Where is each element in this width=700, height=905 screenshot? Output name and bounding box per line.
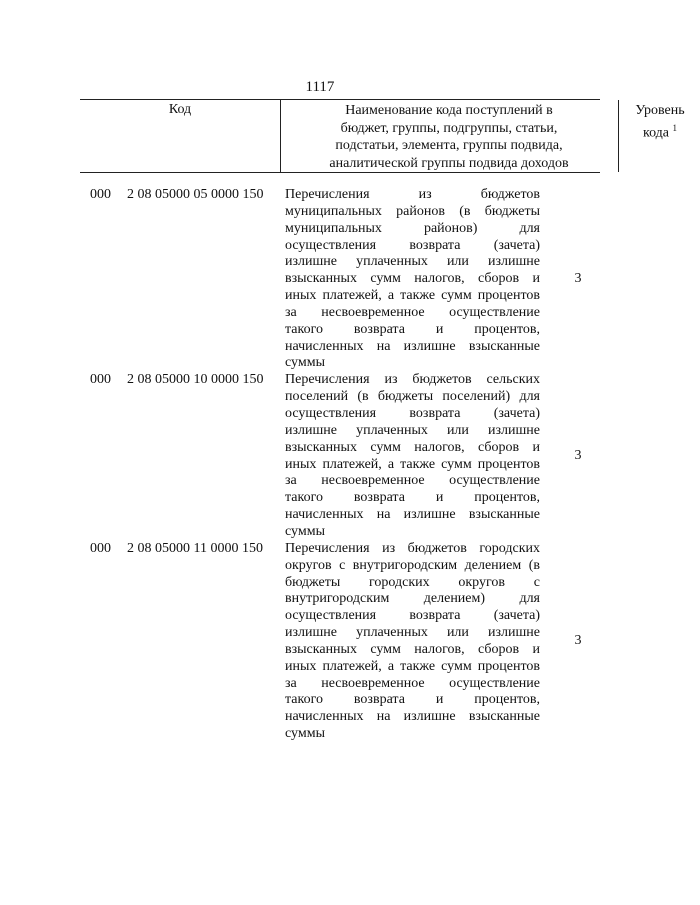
row-description <box>285 372 540 540</box>
description-line: взысканных сумм налогов, сборов и <box>285 439 540 455</box>
description-line: такого возврата и процентов, <box>285 692 540 708</box>
description-line: суммы <box>285 523 325 539</box>
description-line: Перечисления из бюджетов городских <box>285 540 540 556</box>
description-line: поселений (в бюджеты поселений) для <box>285 389 540 405</box>
description-line: Перечисления из бюджетов <box>285 187 540 202</box>
description-line: за несвоевременное осуществление <box>285 675 540 691</box>
description-line: взысканных сумм налогов, сборов и <box>285 641 540 657</box>
description-line: иных платежей, а также сумм процентов <box>285 658 540 674</box>
description-line: за несвоевременное осуществление <box>285 304 540 320</box>
row-level: 3 <box>574 270 582 286</box>
description-line: осуществления возврата (зачета) <box>285 406 540 422</box>
header-level-word: кода <box>642 125 670 141</box>
row-level: 3 <box>574 632 582 648</box>
header-name-line: подстатьи, элемента, группы подвида, <box>335 138 563 153</box>
description-line: суммы <box>285 355 325 371</box>
header-name-line: аналитической группы подвида доходов <box>329 155 569 171</box>
header-level-line: Уровень <box>635 103 685 118</box>
description-line: излишне уплаченных или излишне <box>285 625 540 641</box>
description-line: иных платежей, а также сумм процентов <box>285 456 540 472</box>
description-line: осуществления возврата (зачета) <box>285 608 540 624</box>
header-level-line <box>620 120 700 142</box>
row-prefix: 000 <box>90 372 111 388</box>
description-line: начисленных на излишне взысканные <box>285 709 540 725</box>
footnote-marker: 1 <box>672 122 678 133</box>
description-line: иных платежей, а также сумм процентов <box>285 288 540 304</box>
row-description <box>285 541 540 743</box>
row-description <box>285 187 540 372</box>
description-line: внутригородским делением) для <box>285 591 540 607</box>
description-line: взысканных сумм налогов, сборов и <box>285 271 540 287</box>
row-code: 2 08 05000 11 0000 150 <box>127 540 263 556</box>
description-line: за несвоевременное осуществление <box>285 473 540 489</box>
description-line: суммы <box>285 726 325 742</box>
header-divider <box>618 100 619 172</box>
description-line: муниципальных районов (в бюджеты <box>285 203 540 219</box>
row-code: 2 08 05000 10 0000 150 <box>127 372 264 388</box>
row-prefix: 000 <box>90 187 111 202</box>
row-level: 3 <box>574 447 582 463</box>
header-level <box>620 102 700 142</box>
description-line: Перечисления из бюджетов сельских <box>285 372 540 388</box>
description-line: начисленных на излишне взысканные <box>285 338 540 354</box>
table-header <box>80 99 685 173</box>
header-code: Код <box>168 102 192 117</box>
description-line: бюджеты городских округов с <box>285 574 540 590</box>
page-number: 1117 <box>305 79 335 95</box>
description-line: такого возврата и процентов, <box>285 321 540 337</box>
description-line: такого возврата и процентов, <box>285 490 540 506</box>
description-line: излишне уплаченных или излишне <box>285 422 540 438</box>
row-prefix: 000 <box>90 540 111 556</box>
header-name-line: бюджет, группы, подгруппы, статьи, <box>340 120 558 136</box>
description-line: излишне уплаченных или излишне <box>285 254 540 270</box>
row-code: 2 08 05000 05 0000 150 <box>127 187 264 202</box>
description-line: начисленных на излишне взысканные <box>285 507 540 523</box>
description-line: муниципальных районов) для <box>285 220 540 236</box>
description-line: осуществления возврата (зачета) <box>285 237 540 253</box>
description-line: округов с внутригородским делением (в <box>285 557 540 573</box>
header-name <box>286 102 612 172</box>
header-divider <box>280 100 281 172</box>
header-name-line: Наименование кода поступлений в <box>345 103 553 118</box>
